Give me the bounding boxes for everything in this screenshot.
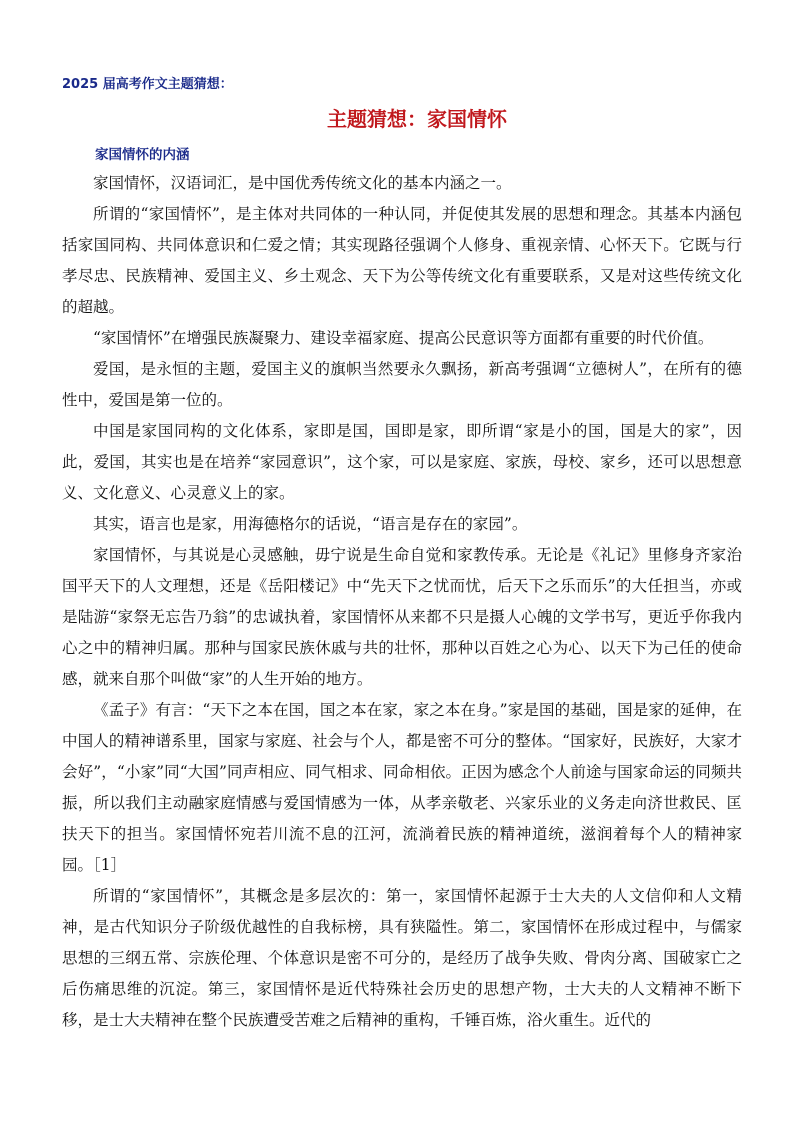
paragraph: 爱国，是永恒的主题，爱国主义的旗帜当然要永久飘扬，新高考强调“立德树人”，在所有的德性中，爱国是第一位的。 [62,360,742,409]
paragraph: 所谓的“家国情怀”，其概念是多层次的：第一，家国情怀起源于士大夫的人文信仰和人文精神，是古代知识分子阶级优越性的自我标榜，具有狭隘性。第二，家国情怀在形成过程中，与儒家思想的三纲五常、宗族伦理、个体意识是密不可分的，是经历了战争失败、骨肉分离、国破家亡之后伤痛思维的沉淀。第三，家国情怀是近代特殊社会历史的思想产物，士大夫的人文精神不断下移，是士大夫精神在整个民族遭受苦难之后精神的重构，千锤百炼，浴火重生。近代的 [62,887,742,1029]
page-title: 主题猜想：家国情怀 [327,107,507,131]
section-heading: 家国情怀的内涵 [95,147,190,163]
paragraph: 《孟子》有言：“天下之本在国，国之本在家，家之本在身。”家是国的基础，国是家的延伸，在中国人的精神谱系里，国家与家庭、社会与个人，都是密不可分的整体。“国家好，民族好，大家才会好”，“小家”同“大国”同声相应、同气相求、同命相依。正因为感念个人前途与国家命运的同频共振，所以我们主动融家庭情感与爱国情感为一体，从孝亲敬老、兴家乐业的义务走向济世救民、匡扶天下的担当。家国情怀宛若川流不息的江河，流淌着民族的精神道统，滋润着每个人的精神家园。［1］ [62,701,742,874]
paragraph: 其实，语言也是家，用海德格尔的话说，“语言是存在的家园”。 [93,515,528,533]
body-text [62,168,742,1036]
paragraph: 中国是家国同构的文化体系，家即是国，国即是家，即所谓“家是小的国，国是大的家”，因此，爱国，其实也是在培养“家园意识”，这个家，可以是家庭、家族，母校、家乡，还可以思想意义、文化意义、心灵意义上的家。 [62,422,742,502]
header-label: 2025 届高考作文主题猜想： [62,77,233,92]
paragraph: 家国情怀，与其说是心灵感触，毋宁说是生命自觉和家教传承。无论是《礼记》里修身齐家治国平天下的人文理想，还是《岳阳楼记》中“先天下之忧而忧，后天下之乐而乐”的大任担当，亦或是陆游“家祭无忘告乃翁”的忠诚执着，家国情怀从来都不只是摄人心魄的文学书写，更近乎你我内心之中的精神归属。那种与国家民族休戚与共的壮怀，那种以百姓之心为心、以天下为己任的使命感，就来自那个叫做“家”的人生开始的地方。 [62,546,742,688]
paragraph: 所谓的“家国情怀”，是主体对共同体的一种认同，并促使其发展的思想和理念。其基本内涵包括家国同构、共同体意识和仁爱之情；其实现路径强调个人修身、重视亲情、心怀天下。它既与行孝尽忠、民族精神、爱国主义、乡土观念、天下为公等传统文化有重要联系，又是对这些传统文化的超越。 [62,205,742,316]
paragraph: “家国情怀”在增强民族凝聚力、建设幸福家庭、提高公民意识等方面都有重要的时代价值。 [93,329,714,347]
paragraph: 家国情怀，汉语词汇，是中国优秀传统文化的基本内涵之一。 [93,174,512,192]
